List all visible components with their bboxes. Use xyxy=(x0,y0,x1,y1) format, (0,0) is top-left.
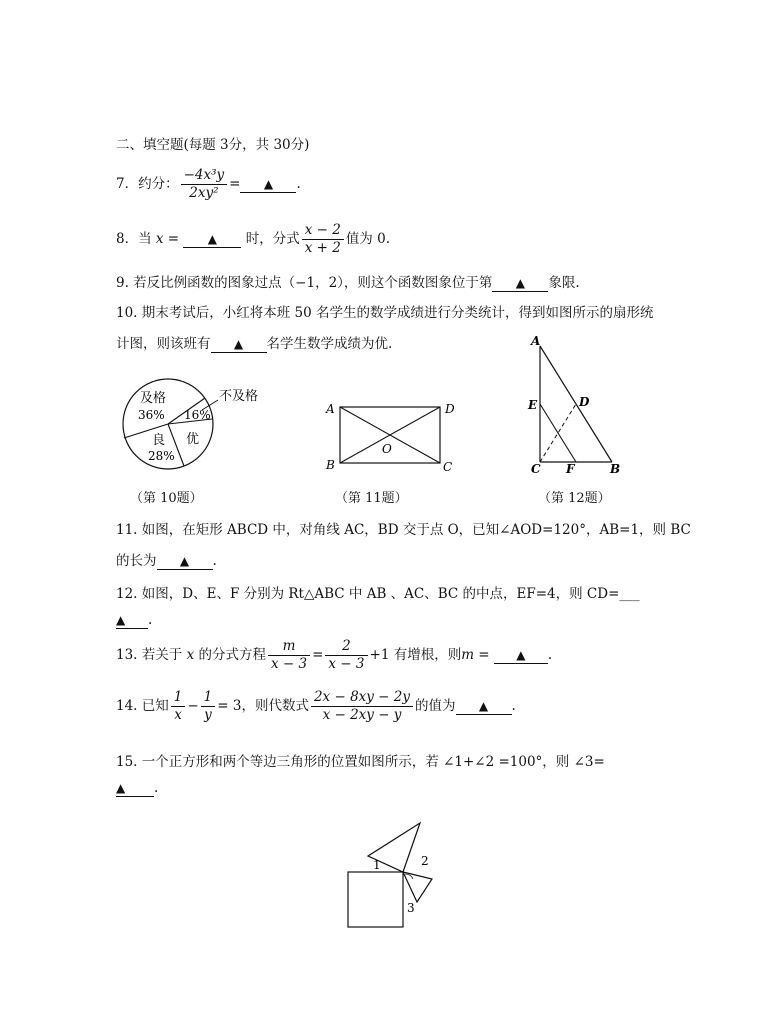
q14-answer-blank[interactable]: ▲ xyxy=(456,699,512,715)
question-15-line1: 15. 一个正方形和两个等边三角形的位置如图所示，若 ∠1+∠2 =100°，则 ∠3= xyxy=(116,754,605,770)
svg-text:C: C xyxy=(531,462,541,476)
rectangle-figure xyxy=(323,395,458,477)
pie-label-good: 良 xyxy=(152,433,166,448)
angle-label-2: 2 xyxy=(421,854,429,868)
q7-label: 7．约分： xyxy=(116,176,179,192)
q14-fraction-1: $\frac{1}{x}$ xyxy=(171,689,186,724)
question-12-line1: 12. 如图，D、E、F 分别为 Rt△ABC 中 AB 、AC、BC 的中点，EF=4，则 CD=___ xyxy=(116,586,640,602)
q8-fraction: $\frac{x - 2}{x + 2}$ xyxy=(302,222,344,257)
svg-text:C: C xyxy=(443,460,453,474)
question-11-line2: 的长为 ▲ . xyxy=(116,553,217,569)
square-triangles-figure xyxy=(340,818,450,933)
pie-chart-figure xyxy=(116,378,276,478)
fig11-caption: （第 11题） xyxy=(335,491,408,506)
section-title: 二、填空题(每题 3分，共 30分) xyxy=(116,137,310,153)
question-15-line2: ▲ . xyxy=(116,780,159,796)
svg-text:B: B xyxy=(326,458,335,472)
q13-fraction-2: $\frac{2}{x - 3}$ xyxy=(325,638,367,673)
q13-answer-blank[interactable]: ▲ xyxy=(494,648,548,664)
fig10-caption: （第 10题） xyxy=(130,491,203,506)
q10-answer-blank[interactable]: ▲ xyxy=(211,337,267,353)
q15-answer-blank[interactable]: ▲ xyxy=(116,781,154,797)
pie-label-excellent: 优 xyxy=(186,432,200,447)
question-10-line2: 计图，则该班有 ▲ 名学生数学成绩为优. xyxy=(116,336,393,352)
angle-label-3: 3 xyxy=(407,901,415,915)
svg-text:A: A xyxy=(531,334,541,348)
q7-fraction: $\frac{\text{−4x³y}}{\text{2xy²}}$ xyxy=(181,167,228,202)
svg-text:D: D xyxy=(445,402,455,416)
svg-text:E: E xyxy=(528,398,538,412)
pie-label-fail-pct: 16% xyxy=(184,408,211,422)
question-10-line1: 10. 期末考试后，小红将本班 50 名学生的数学成绩进行分类统计，得到如图所示的扇形统 xyxy=(116,305,654,321)
svg-text:F: F xyxy=(566,462,575,476)
right-triangle-figure xyxy=(520,332,630,480)
angle-label-1: 1 xyxy=(373,858,381,872)
question-13: 13. 若关于 x 的分式方程 $\frac{m}{x - 3}$ = $\frac{2}{x - 3}$ +1 有增根，则m = ▲ . xyxy=(116,638,553,672)
q14-fraction-3: $\frac{2x - 8xy - 2y}{x - 2xy - y}$ xyxy=(311,689,413,724)
svg-text:A: A xyxy=(326,402,335,416)
q7-answer-blank[interactable]: ▲ xyxy=(240,177,296,193)
q11-answer-blank[interactable]: ▲ xyxy=(157,554,213,570)
pie-label-pass: 及格 xyxy=(140,391,167,406)
svg-text:O: O xyxy=(382,442,392,456)
question-8: 8．当 x = ▲ 时，分式 $\frac{x - 2}{x + 2}$ 值为 0. xyxy=(116,222,390,256)
question-12-line2: ▲ . xyxy=(116,612,153,628)
q14-fraction-2: $\frac{1}{y}$ xyxy=(201,689,216,724)
fig12-caption: （第 12题） xyxy=(538,491,611,506)
question-11-line1: 11. 如图，在矩形 ABCD 中，对角线 AC，BD 交于点 O，已知∠AOD=120°，AB=1，则 BC xyxy=(116,522,691,538)
q9-answer-blank[interactable]: ▲ xyxy=(492,276,548,292)
svg-text:D: D xyxy=(579,395,590,409)
q12-answer-blank[interactable]: ▲ xyxy=(116,613,148,629)
q13-fraction-1: $\frac{m}{x - 3}$ xyxy=(268,638,310,673)
pie-label-fail: 不及格 xyxy=(219,389,259,404)
svg-text:B: B xyxy=(610,462,621,476)
question-9: 9. 若反比例函数的图象过点（−1，2），则这个函数图象位于第 ▲ 象限. xyxy=(116,275,580,291)
question-14: 14. 已知 $\frac{1}{x}$ − $\frac{1}{y}$ = 3，则代数式 $\frac{2x - 8xy - 2y}{x - 2xy - y}$ 的值为 ▲ . xyxy=(116,689,516,723)
q8-answer-blank[interactable]: ▲ xyxy=(183,232,241,248)
question-7: 7．约分： $\frac{\text{−4x³y}}{\text{2xy²}}$ = ▲ . xyxy=(116,167,301,201)
pie-label-good-pct: 28% xyxy=(148,449,175,463)
pie-label-pass-pct: 36% xyxy=(138,408,165,422)
